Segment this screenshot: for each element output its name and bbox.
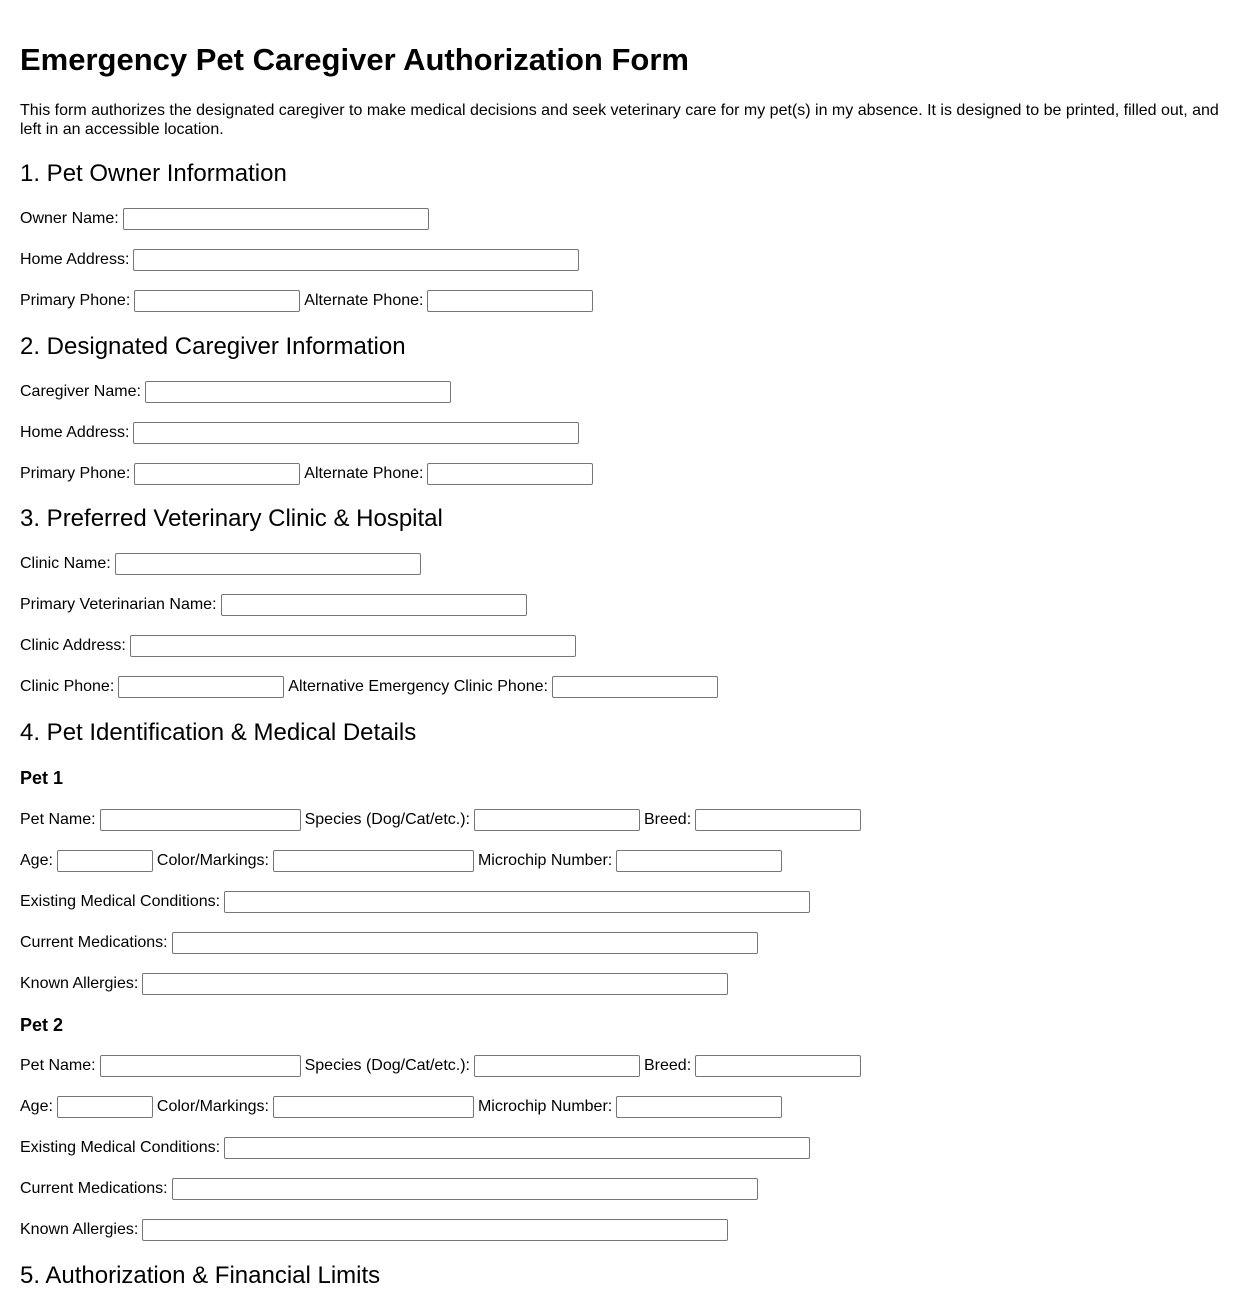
caregiver-address-input[interactable] [133,422,579,444]
clinic-name-label: Clinic Name: [20,555,111,572]
emergency-clinic-phone-input[interactable] [552,676,718,698]
emergency-clinic-phone-label: Alternative Emergency Clinic Phone: [288,678,548,695]
pet2-medications-row [20,1177,762,1201]
owner-name-input[interactable] [123,208,429,230]
pet2-breed-label: Breed: [644,1057,692,1074]
pet2-name-input[interactable] [100,1055,301,1077]
pet2-conditions-label: Existing Medical Conditions: [20,1139,221,1156]
clinic-phone-input[interactable] [118,676,284,698]
pet1-allergies-input[interactable] [142,973,728,995]
pet1-species-input[interactable] [474,809,640,831]
pet2-microchip-input[interactable] [616,1096,782,1118]
caregiver-address-label: Home Address: [20,424,130,441]
owner-name-row [20,207,433,231]
caregiver-alt-phone-label: Alternate Phone: [304,465,424,482]
vet-name-input[interactable] [221,594,527,616]
form-intro: This form authorizes the designated caregiver to make medical decisions and seek veterinary care for my pet(s) in my absence. It is designed to be printed, filled out, and left in an accessible location. [20,102,1219,138]
section-owner-heading: 1. Pet Owner Information [20,160,287,187]
pet1-color-input[interactable] [273,850,474,872]
pet2-allergies-label: Known Allergies: [20,1221,139,1238]
pet2-conditions-input[interactable] [224,1137,810,1159]
owner-primary-phone-label: Primary Phone: [20,292,131,309]
caregiver-primary-phone-input[interactable] [134,463,300,485]
pet2-medications-input[interactable] [172,1178,758,1200]
pet1-medications-row [20,931,762,955]
pet2-color-label: Color/Markings: [156,1098,269,1115]
caregiver-name-label: Caregiver Name: [20,383,141,400]
pet1-medications-label: Current Medications: [20,934,168,951]
owner-alt-phone-label: Alternate Phone: [304,292,424,309]
vet-name-label: Primary Veterinarian Name: [20,596,217,613]
pet2-allergies-row [20,1218,732,1242]
pet1-microchip-input[interactable] [616,850,782,872]
owner-address-label: Home Address: [20,251,130,268]
pet2-id-row [20,1054,865,1078]
pet1-allergies-label: Known Allergies: [20,975,139,992]
owner-name-label: Owner Name: [20,210,119,227]
pet2-age-input[interactable] [57,1096,153,1118]
owner-phone-row [20,289,597,313]
pet1-id-row [20,808,865,832]
pet1-desc-row [20,849,786,873]
pet1-heading: Pet 1 [20,768,64,788]
caregiver-phone-row [20,462,597,486]
pet2-microchip-label: Microchip Number: [477,1098,613,1115]
pet2-name-label: Pet Name: [20,1057,96,1074]
page-title: Emergency Pet Caregiver Authorization Form [20,42,689,77]
vet-name-row [20,593,531,617]
caregiver-name-input[interactable] [145,381,451,403]
clinic-address-label: Clinic Address: [20,637,126,654]
caregiver-address-row [20,421,583,445]
pet1-microchip-label: Microchip Number: [477,852,613,869]
owner-alt-phone-input[interactable] [427,290,593,312]
pet1-name-input[interactable] [100,809,301,831]
pet2-species-input[interactable] [474,1055,640,1077]
section-pets-heading: 4. Pet Identification & Medical Details [20,719,417,746]
pet1-breed-input[interactable] [695,809,861,831]
pet1-age-label: Age: [20,852,53,869]
pet2-conditions-row [20,1136,814,1160]
pet1-color-label: Color/Markings: [156,852,269,869]
clinic-address-input[interactable] [130,635,576,657]
clinic-phone-label: Clinic Phone: [20,678,115,695]
pet1-allergies-row [20,972,732,996]
clinic-name-input[interactable] [115,553,421,575]
pet2-heading: Pet 2 [20,1015,64,1035]
pet1-conditions-row [20,890,814,914]
caregiver-name-row [20,380,455,404]
pet1-conditions-label: Existing Medical Conditions: [20,893,221,910]
pet2-medications-label: Current Medications: [20,1180,168,1197]
pet2-color-input[interactable] [273,1096,474,1118]
caregiver-primary-phone-label: Primary Phone: [20,465,131,482]
clinic-phone-row [20,675,722,699]
owner-address-input[interactable] [133,249,579,271]
pet2-breed-input[interactable] [695,1055,861,1077]
pet1-species-label: Species (Dog/Cat/etc.): [304,811,470,828]
clinic-address-row [20,634,580,658]
pet2-age-label: Age: [20,1098,53,1115]
section-clinic-heading: 3. Preferred Veterinary Clinic & Hospital [20,505,443,532]
owner-address-row [20,248,583,272]
pet1-conditions-input[interactable] [224,891,810,913]
section-caregiver-heading: 2. Designated Caregiver Information [20,333,406,360]
pet2-species-label: Species (Dog/Cat/etc.): [304,1057,470,1074]
clinic-name-row [20,552,425,576]
pet1-name-label: Pet Name: [20,811,96,828]
pet1-breed-label: Breed: [644,811,692,828]
owner-primary-phone-input[interactable] [134,290,300,312]
caregiver-alt-phone-input[interactable] [427,463,593,485]
pet1-medications-input[interactable] [172,932,758,954]
pet1-age-input[interactable] [57,850,153,872]
section-authorization-heading: 5. Authorization & Financial Limits [20,1262,381,1289]
pet2-desc-row [20,1095,786,1119]
pet2-allergies-input[interactable] [142,1219,728,1241]
